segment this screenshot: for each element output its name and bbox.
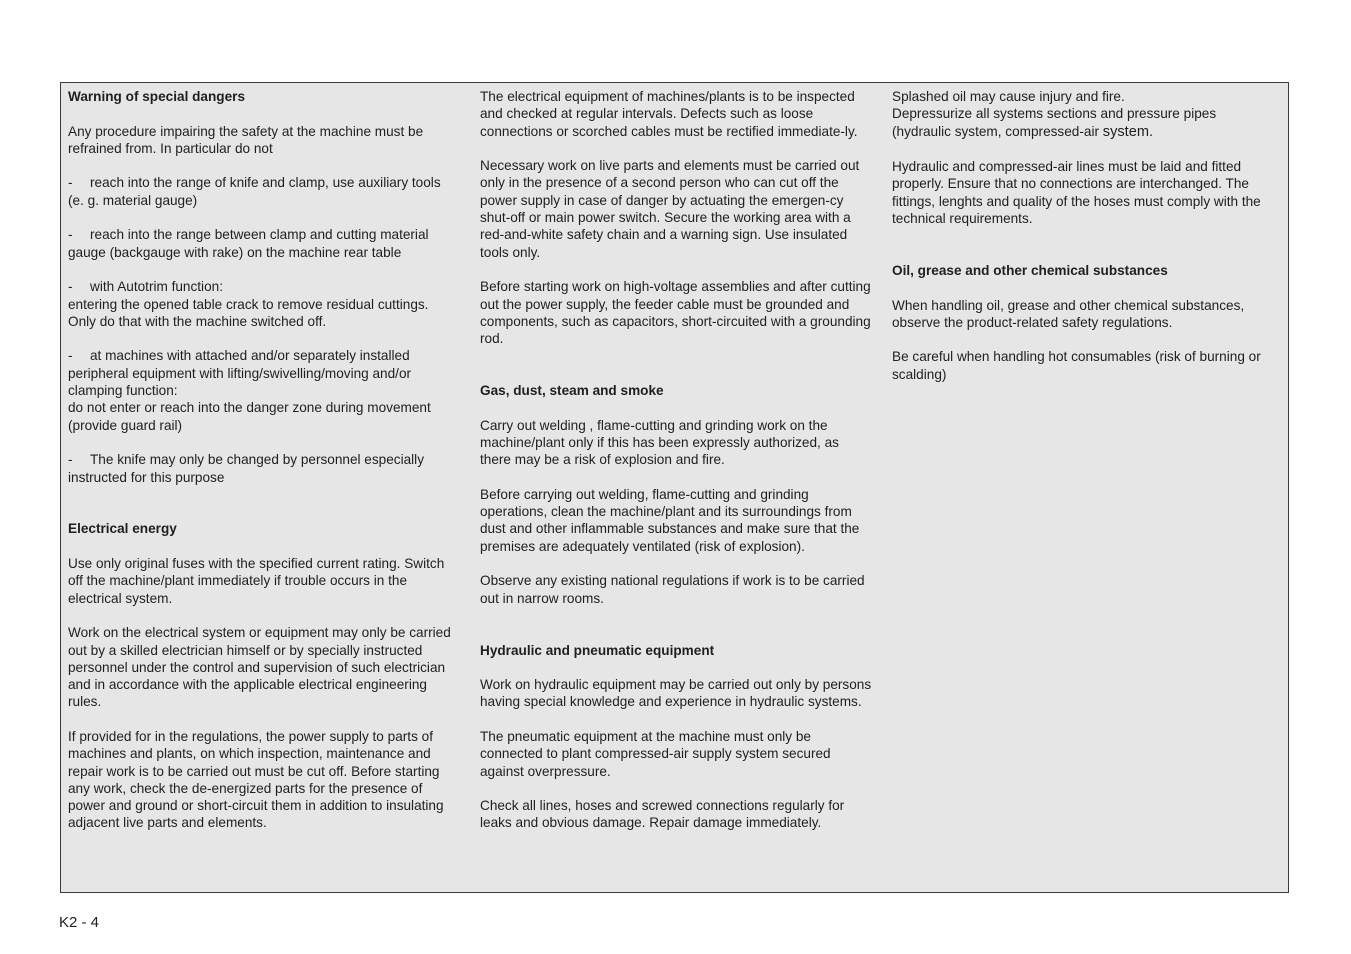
paragraph-handling-chemicals: When handling oil, grease and other chemical substances, observe the product-related safety regulations.: [892, 297, 1245, 330]
spacer: [892, 245, 1278, 262]
heading-gas-dust-steam-smoke: Gas, dust, steam and smoke: [480, 383, 664, 399]
list-item: [68, 174, 460, 209]
paragraph-pneumatic: The pneumatic equipment at the machine must only be connected to plant compressed-air supply system secured against overpressure.: [480, 728, 831, 779]
spacer: [480, 365, 872, 382]
heading-hydraulic-pneumatic: Hydraulic and pneumatic equipment: [480, 642, 715, 658]
paragraph-splashed-oil: [892, 88, 1278, 141]
page-number: K2 - 4: [59, 914, 100, 931]
paragraph-lines-fitting: Hydraulic and compressed-air lines must be laid and fitted properly. Ensure that no connections are interchanged. The fittings, lenghts and quality of the hoses must comply with the technical requirements.: [892, 159, 1261, 227]
content-panel: [60, 82, 1289, 893]
list-item-text: reach into the range between clamp and cutting material gauge (backgauge with rake) on the machine rear table: [68, 227, 429, 260]
column-middle: [480, 88, 872, 849]
list-item-text: reach into the range of knife and clamp, use auxiliary tools (e. g. material gauge): [68, 175, 441, 208]
list-item-text: at machines with attached and/or separately installed peripheral equipment with lifting/swivelling/moving and/or clamping function:: [68, 348, 412, 399]
dash-marker: -: [68, 279, 73, 295]
column-right: [892, 88, 1278, 400]
list-item: [68, 451, 460, 486]
paragraph-hydraulic-work: Work on hydraulic equipment may be carried out only by persons having special knowledge and experience in hydraulic systems.: [480, 677, 872, 710]
dash-marker: -: [68, 348, 73, 364]
paragraph-electrical-work: Work on the electrical system or equipment may only be carried out by a skilled electrician himself or by specially instructed personnel under the control and supervision of such electrician and in accordance with the applicable electrical engineering rules.: [68, 625, 451, 710]
paragraph-before-welding: Before carrying out welding, flame-cutting and grinding operations, clean the machine/plant and its surroundings from dust and other inflammable substances and make sure that the premises are adequately ventilated (risk of explosion).: [480, 486, 860, 554]
dash-marker: -: [68, 452, 73, 468]
dash-marker: -: [68, 227, 73, 243]
list-item: [68, 278, 460, 330]
paragraph-power-cutoff: If provided for in the regulations, the power supply to parts of machines and plants, on which inspection, maintenance and repair work is to be carried out must be cut off. Before starting any work, check the de-energized parts for the presence of power and ground or short-circuit them in addition to insulating adjacent live parts and elements.: [68, 728, 444, 831]
list-item-text: with Autotrim function:: [90, 279, 223, 295]
list-item: [68, 347, 460, 433]
depressurize-text: Depressurize all systems sections and pressure pipes (hydraulic system, compressed-air: [892, 106, 1217, 139]
paragraph-check-lines: Check all lines, hoses and screwed connections regularly for leaks and obvious damage. Repair damage immediately.: [480, 798, 845, 831]
paragraph-inspection: The electrical equipment of machines/plants is to be inspected and checked at regular intervals. Defects such as loose connections or scorched cables must be rectified immediate-ly.: [480, 89, 858, 139]
column-left: [68, 88, 460, 849]
paragraph-narrow-rooms: Observe any existing national regulations if work is to be carried out in narrow rooms.: [480, 573, 865, 606]
paragraph-live-parts: Necessary work on live parts and elements must be carried out only in the presence of a second person who can cut off the power supply in case of danger by actuating the emergen-cy shut-off or main power switch. Secure the working area with a red-and-white safety chain and a warning sign. Use insulated tools only.: [480, 158, 860, 260]
dash-marker: -: [68, 175, 73, 191]
depressurize-text-end: system.: [1102, 123, 1154, 140]
paragraph-high-voltage: Before starting work on high-voltage assemblies and after cutting out the power supply, the feeder cable must be grounded and components, such as capacitors, short-circuited with a grounding rod.: [480, 279, 871, 347]
paragraph-welding: Carry out welding , flame-cutting and grinding work on the machine/plant only if this has been expressly authorized, as there may be a risk of explosion and fire.: [480, 417, 839, 468]
heading-warning-special-dangers: Warning of special dangers: [68, 89, 246, 104]
list-item-continuation: do not enter or reach into the danger zone during movement (provide guard rail): [68, 400, 431, 433]
spacer: [68, 503, 460, 520]
paragraph-fuses: Use only original fuses with the specified current rating. Switch off the machine/plant immediately if trouble occurs in the electrical system.: [68, 556, 445, 606]
list-item: [68, 226, 460, 261]
paragraph-intro: Any procedure impairing the safety at the machine must be refrained from. In particular do not: [68, 123, 424, 156]
list-item-text: The knife may only be changed by personnel especially instructed for this purpose: [68, 452, 425, 485]
heading-oil-grease-chemicals: Oil, grease and other chemical substances: [892, 262, 1168, 278]
heading-electrical-energy: Electrical energy: [68, 521, 177, 537]
list-item-continuation: entering the opened table crack to remove residual cuttings. Only do that with the machine switched off.: [68, 296, 429, 329]
spacer: [480, 624, 872, 641]
splashed-oil-line: Splashed oil may cause injury and fire.: [892, 89, 1125, 104]
paragraph-hot-consumables: Be careful when handling hot consumables (risk of burning or scalding): [892, 349, 1261, 382]
